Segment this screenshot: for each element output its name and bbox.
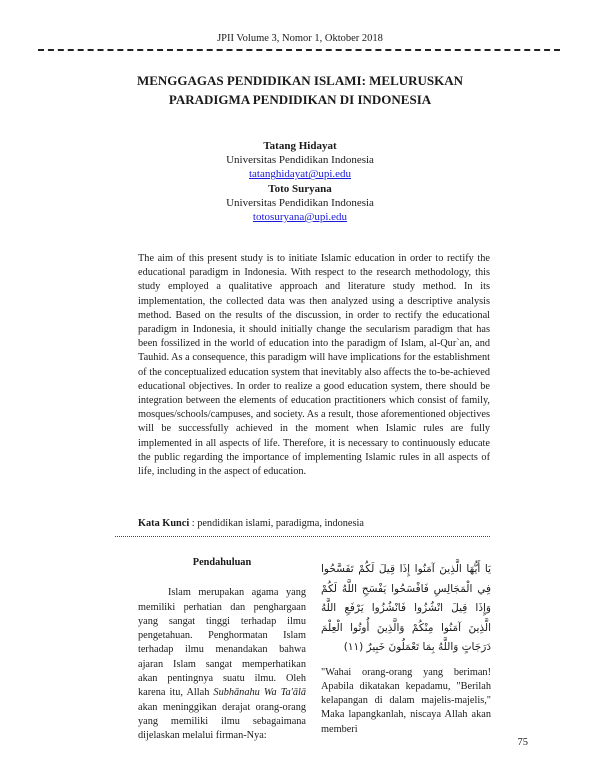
quran-verse-arabic: يَا أَيُّهَا الَّذِينَ آمَنُوا إِذَا قِيلَ لَكُمْ تَفَسَّحُوا فِي الْمَجَالِسِ فَافْسَحُوا يَفْسَحِ اللَّهُ لَكُمْ وَإِذَا قِيلَ انْشُزُوا فَانْشُزُوا يَرْفَعِ اللَّهُ الَّذِينَ آمَنُوا مِنْكُمْ وَالَّذِينَ أُوتُوا الْعِلْمَ دَرَجَاتٍ وَاللَّهُ بِمَا تَعْمَلُونَ خَبِيرٌ (١١) [321, 563, 491, 653]
author-affiliation: Universitas Pendidikan Indonesia [226, 196, 374, 209]
author-name: Tatang Hidayat [263, 140, 337, 152]
keywords [138, 517, 490, 531]
header-divider [38, 49, 560, 51]
intro-text: akan meninggikan derajat orang-orang yang memiliki ilmu sebagaimana dijelaskan melalui firman-Nya: [138, 701, 306, 742]
author-email-link[interactable]: totosuryana@upi.edu [252, 211, 348, 224]
keywords-label: Kata Kunci [138, 518, 190, 529]
intro-italic-text: Subhānahu Wa Ta'ālā [213, 687, 306, 699]
author-affiliation: Universitas Pendidikan Indonesia [226, 154, 374, 167]
title-line-2: PARADIGMA PENDIDIKAN DI INDONESIA [168, 91, 432, 107]
abstract: The aim of this present study is to initiate Islamic education in order to rectify the educational paradigm in Indonesia. With respect to the research methodology, this study employed a qualitative approach and literature study method. In its implementation, the collected data was then analyzed using a descriptive analysis method. Based on the results of the discussion, in order to rectify the educational paradigm in Indonesia, it should initially change the secularism paradigm that has been fossilized in the world of education into the paradigm of Islam, al-Qur`an, and Tauhid. As a consequence, this paradigm will have implications for the establishment of the conceptualized education system that inevitably also affects the to-be-achieved educational objectives. In order to realize a good education system, there should be integration between the elements of education practitioners which consist of family, mosques/schools/campuses, and society. As a result, those aforementioned objectives will be successfully achieved in the moment when Islamic rules are fully implemented in all aspects of life. Therefore, it is necessary to continuously educate the public regarding the importance of implementing Islamic rules in all aspects of life, including in the aspect of education. [138, 253, 490, 478]
intro-paragraph [138, 586, 306, 743]
verse-translation: "Wahai orang-orang yang beriman! Apabila dikatakan kepadamu, "Berilah kelapangan di dalam majelis-majelis," Maka lapangkanlah, niscaya Allah akan memberi [321, 666, 491, 735]
author-block [0, 139, 600, 224]
left-column [138, 556, 306, 744]
paper-title [60, 72, 540, 109]
running-header: JPII Volume 3, Nomor 1, Oktober 2018 [217, 33, 383, 44]
author-email-link[interactable]: tatanghidayat@upi.edu [248, 168, 352, 181]
keywords-text: : pendidikan islami, paradigma, indonesia [191, 518, 364, 529]
page-number: 75 [517, 737, 528, 748]
section-divider [115, 536, 490, 537]
section-heading: Pendahuluan [192, 557, 252, 568]
author-name: Toto Suryana [268, 182, 332, 195]
right-column [321, 560, 491, 737]
intro-text: Islam merupakan agama yang memiliki perhatian dan penghargaan yang sangat tinggi terhadap ilmu pengetahuan. Penghormatan Islam terhadap ilmu menandakan bahwa ajaran Islam sangat memperhatikan akan pentingnya suatu ilmu. Oleh karena itu, Allah [138, 587, 306, 699]
title-line-1: MENGGAGAS PENDIDIKAN ISLAMI: MELURUSKAN [136, 73, 464, 88]
